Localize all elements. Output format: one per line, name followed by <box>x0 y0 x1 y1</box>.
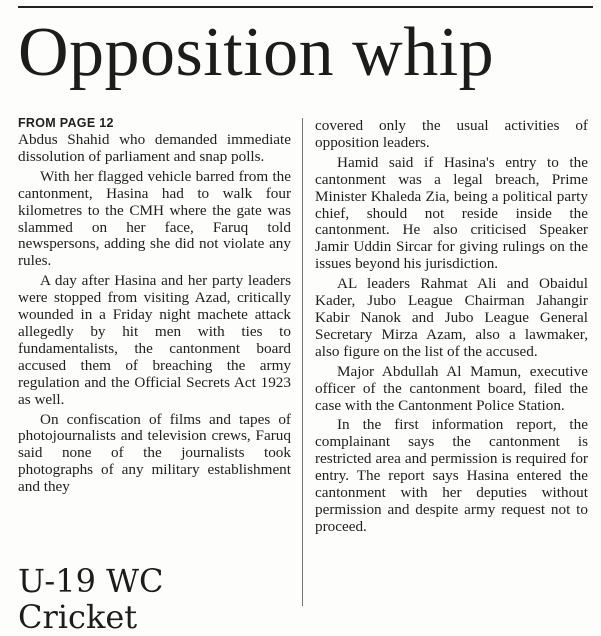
paragraph: covered only the usual activities of opposition leaders. <box>315 117 588 151</box>
headline: Opposition whip <box>18 14 495 91</box>
paragraph: In the first information report, the complainant says the cantonment is restricted area and permission is required for entry. The report says Hasina entered the cantonment with her deputies without permission and despite army request not to proceed. <box>315 416 588 535</box>
right-column <box>315 118 588 539</box>
paragraph: On confiscation of films and tapes of photojournalists and television crews, Faruq said none of the journalists took photographs of any military establishment and they <box>18 410 291 496</box>
paragraph: With her flagged vehicle barred from the cantonment, Hasina had to walk four kilometres to the CMH where the gate was slammed on her face, Faruq told newspersons, adding she did not violate any rules. <box>18 167 291 270</box>
column-divider <box>302 118 303 606</box>
paragraph: A day after Hasina and her party leaders were stopped from visiting Azad, critically wounded in a Friday night machete attack allegedly by hit men with ties to fundamentalists, the cantonment board accused them of breaching the army regulation and the Official Secrets Act 1923 as well. <box>18 272 291 408</box>
teaser-headline <box>18 563 278 635</box>
top-rule <box>18 6 593 8</box>
teaser-line: U-19 WC <box>18 562 164 600</box>
paragraph: Major Abdullah Al Mamun, executive officer of the cantonment board, filed the case with the Cantonment Police Station. <box>315 362 588 414</box>
paragraph: AL leaders Rahmat Ali and Obaidul Kader, Jubo League Chairman Jahangir Kabir Nanok and Jubo League General Secretary Mirza Azam, also a lawmaker, also figure on the list of the accused. <box>315 275 588 360</box>
paragraph: Abdus Shahid who demanded immediate dissolution of parliament and snap polls. <box>18 131 291 165</box>
kicker: FROM PAGE 12 <box>18 116 114 130</box>
teaser-line: Cricket <box>18 598 138 636</box>
left-column <box>18 116 291 499</box>
paragraph: Hamid said if Hasina's entry to the cantonment was a legal breach, Prime Minister Khaleda Zia, being a political party chief, should not reside inside the cantonment. He also criticised Speaker Jamir Uddin Sircar for giving rulings on the issues beyond his jurisdiction. <box>315 153 588 273</box>
